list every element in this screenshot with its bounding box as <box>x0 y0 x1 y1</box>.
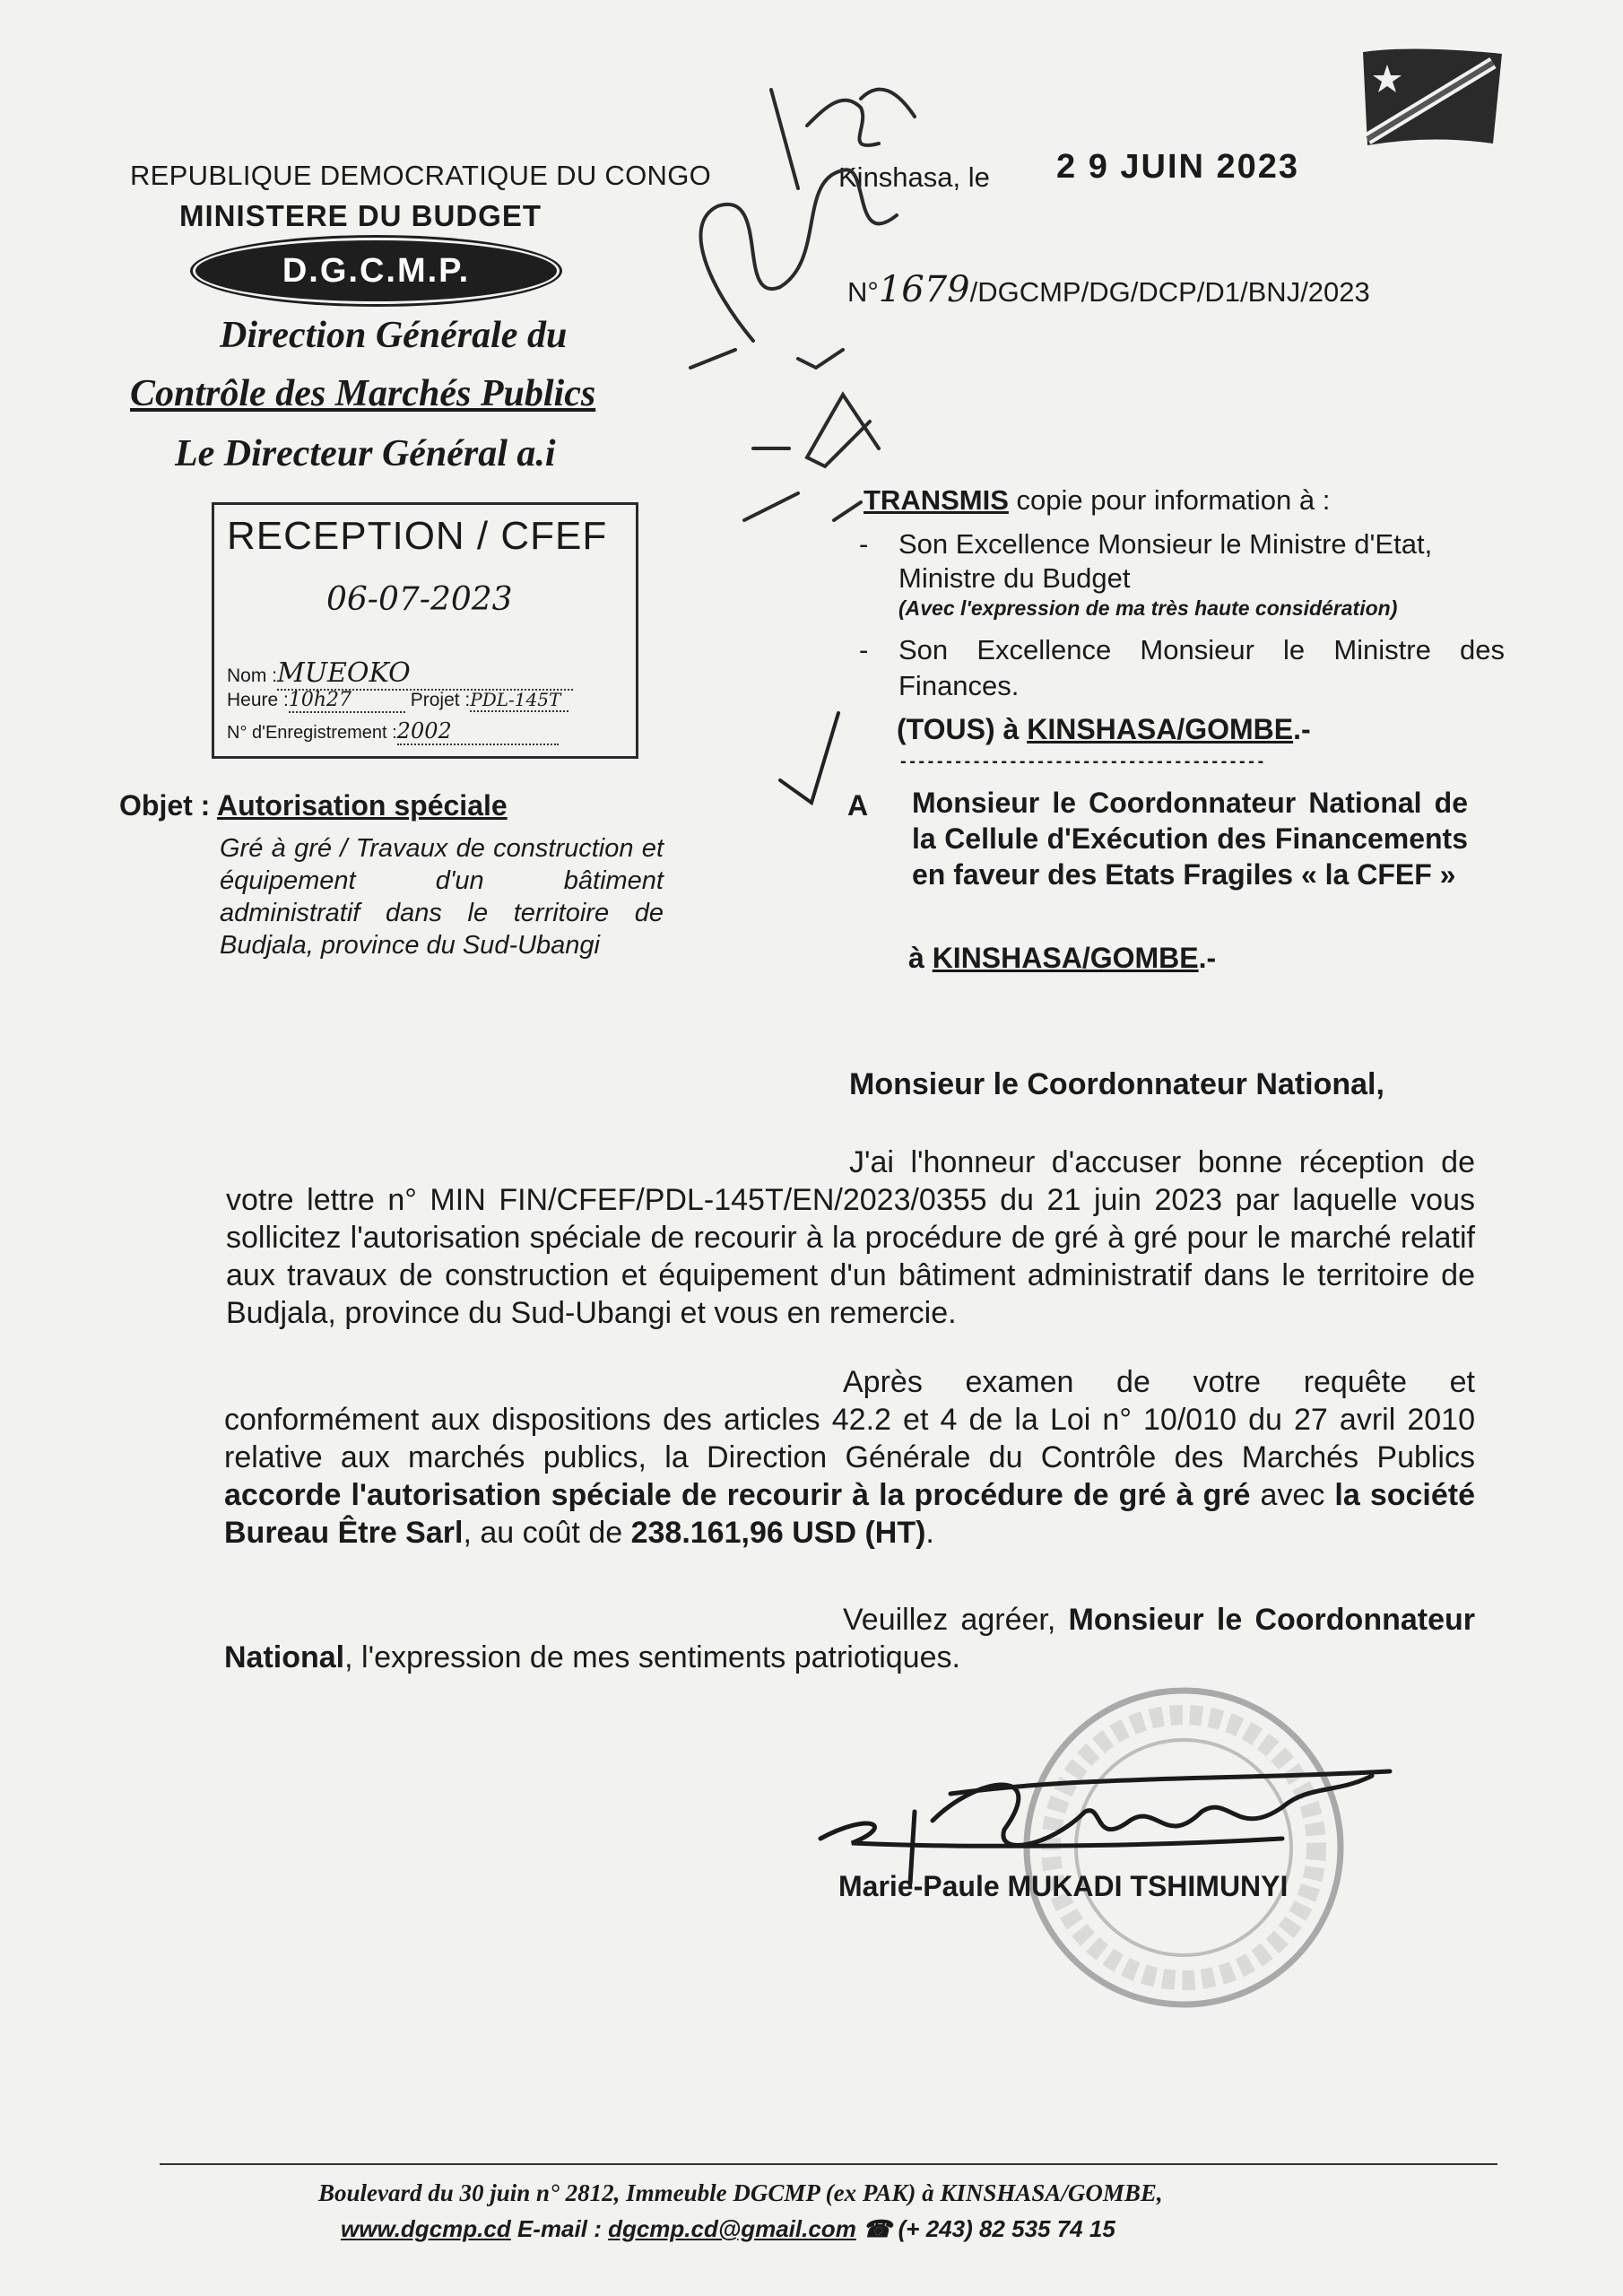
transmis-item-2-line-2: Finances. <box>898 670 1020 701</box>
transmis-item-2-line-1: Son Excellence Monsieur le Ministre des <box>898 634 1505 665</box>
transmis-separator: - - - - - - - - - - - - - - - - - - - - - - - - - - - - - - - - - - - - - - - - <box>900 752 1263 771</box>
direction-line-2: Contrôle des Marchés Publics <box>130 373 596 414</box>
phone-icon: ☎ <box>855 2215 892 2242</box>
direction-line-1: Direction Générale du <box>220 315 568 356</box>
reference-handwritten-number: 1679 <box>878 269 970 310</box>
handwritten-annotation <box>574 72 1040 538</box>
paragraph-2-amount: 238.161,96 USD (HT) <box>630 1516 926 1550</box>
reception-registre <box>227 718 559 745</box>
transmis-item-2: - Son Excellence Monsieur le Ministre des Finances. <box>859 632 1505 704</box>
reception-heure <box>227 689 568 713</box>
recipient-place: KINSHASA/GOMBE <box>932 942 1199 974</box>
reception-stamp-title: RECEPTION / CFEF <box>227 514 608 558</box>
paragraph-2-part-g: . <box>925 1516 934 1550</box>
republic-heading: REPUBLIQUE DEMOCRATIQUE DU CONGO <box>130 160 712 191</box>
paragraph-2-part-c: avec <box>1250 1478 1335 1512</box>
paragraph-2 <box>224 1363 1475 1552</box>
reception-nom-label: Nom : <box>227 665 278 686</box>
footer-rule <box>160 2163 1497 2165</box>
closing-addressee: Monsieur le Coordonnateur National <box>224 1603 1475 1674</box>
place-label: Kinshasa, le <box>838 161 990 193</box>
reception-projet-value: PDL-145T <box>470 689 568 712</box>
closing-part-c: , l'expression de mes sentiments patriotiques. <box>344 1640 960 1674</box>
transmis-item-1: - Son Excellence Monsieur le Ministre d'Etat, Ministre du Budget (Avec l'expression de ma très haute considération) <box>859 527 1505 621</box>
paragraph-1: J'ai l'honneur d'accuser bonne réception de votre lettre n° MIN FIN/CFEF/PDL-145T/EN/2023/0355 du 21 juin 2023 par laquelle vous sollicitez l'autorisation spéciale de recourir à la procédure de gré à gré pour le marché relatif aux travaux de construction et équipement d'un bâtiment administratif dans le territoire de Budjala, province du Sud-Ubangi et vous en remercie. <box>226 1145 1475 1330</box>
dgcmp-logo: D.G.C.M.P. <box>199 244 553 298</box>
paragraph-2-part-a: Après examen de votre requête et conformément aux dispositions des articles 42.2 et 4 de la Loi n° 10/010 du 27 avril 2010 relative aux marchés publics, la Direction Générale du Contrôle des Marchés Publics <box>224 1365 1475 1474</box>
transmis-item-1-line-1: Son Excellence Monsieur le Ministre d'Etat, <box>898 528 1433 560</box>
paragraph-2-company: la société Bureau Être Sarl <box>224 1478 1475 1550</box>
transmis-label: TRANSMIS <box>864 484 1009 516</box>
footer-website[interactable]: www.dgcmp.cd <box>341 2215 511 2242</box>
transmis-tous-label: (TOUS) à <box>897 713 1028 745</box>
footer-phone: (+ 243) 82 535 74 15 <box>891 2215 1115 2242</box>
footer-contacts <box>341 2215 1115 2243</box>
reception-heure-value: 10h27 <box>289 689 405 713</box>
letter-date: 2 9 JUIN 2023 <box>1056 148 1300 186</box>
check-mark <box>771 704 852 821</box>
recipient-address: Monsieur le Coordonnateur National de la Cellule d'Exécution des Financements en faveur des Etats Fragiles « la CFEF » <box>912 787 1468 891</box>
salutation: Monsieur le Coordonnateur National, <box>849 1067 1384 1101</box>
reception-stamp <box>212 502 638 759</box>
footer-address: Boulevard du 30 juin n° 2812, Immeuble DGCMP (ex PAK) à KINSHASA/GOMBE, <box>318 2179 1163 2206</box>
paragraph-2-decision: accorde l'autorisation spéciale de recourir à la procédure de gré à gré <box>224 1478 1251 1512</box>
reception-registre-value: 2002 <box>397 718 559 745</box>
closing-paragraph <box>224 1601 1475 1676</box>
signatory-name: Marie-Paule MUKADI TSHIMUNYI <box>838 1870 1289 1902</box>
reception-heure-label: Heure : <box>227 690 289 710</box>
transmis-tous-place: KINSHASA/GOMBE <box>1027 713 1294 745</box>
reference-suffix: /DGCMP/DG/DCP/D1/BNJ/2023 <box>969 276 1370 308</box>
footer-email[interactable]: dgcmp.cd@gmail.com <box>608 2215 856 2242</box>
transmis-item-1-line-2: Ministre du Budget <box>898 562 1131 594</box>
closing-part-a: Veuillez agréer, <box>843 1603 1069 1637</box>
recipient-at: à <box>908 942 933 974</box>
objet-description: Gré à gré / Travaux de construction et équipement d'un bâtiment administratif dans le territoire de Budjala, province du Sud-Ubangi <box>220 834 664 960</box>
paragraph-2-part-e: , au coût de <box>463 1516 631 1550</box>
director-title: Le Directeur Général a.i <box>175 433 556 474</box>
reception-nom <box>227 657 573 691</box>
reception-registre-label: N° d'Enregistrement : <box>227 723 397 743</box>
recipient-location <box>908 942 1216 975</box>
recipient-prefix: A <box>847 789 869 822</box>
objet-heading <box>119 789 508 822</box>
objet-label: Objet : <box>119 789 218 822</box>
ministry-heading: MINISTERE DU BUDGET <box>179 199 542 232</box>
reception-date: 06-07-2023 <box>326 581 513 618</box>
reception-nom-value: MUEOKO <box>277 657 573 691</box>
transmis-tous-end: .- <box>1293 713 1311 745</box>
transmis-heading <box>864 484 1330 517</box>
drc-flag <box>1358 45 1506 148</box>
reception-projet-label: Projet : <box>410 690 471 710</box>
footer-email-label: E-mail : <box>510 2215 609 2242</box>
objet-title: Autorisation spéciale <box>217 789 508 822</box>
transmis-tous <box>897 713 1311 746</box>
reference-prefix: N° <box>847 276 879 308</box>
recipient-end: .- <box>1198 942 1217 974</box>
transmis-intro: copie pour information à : <box>1008 484 1331 516</box>
transmis-item-1-note: (Avec l'expression de ma très haute considération) <box>898 596 1398 620</box>
